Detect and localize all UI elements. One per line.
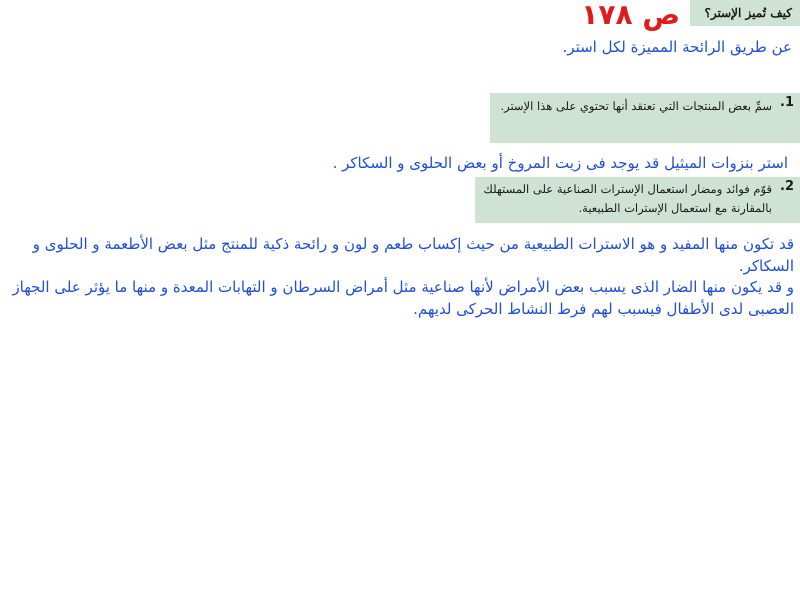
question-title: كيف تُميز الإستر؟ bbox=[704, 6, 792, 20]
page-reference: ص ١٧٨ bbox=[581, 0, 680, 31]
answer-text-0: عن طريق الرائحة المميزة لكل استر. bbox=[562, 38, 792, 56]
question-number-1: 1. bbox=[780, 95, 794, 110]
question-text-1: سمِّ بعض المنتجات التي تعتقد أنها تحتوي على هذا الإستر. bbox=[500, 99, 772, 113]
question-box-2 bbox=[475, 177, 800, 223]
question-title-box bbox=[690, 0, 800, 26]
answer-text-1: استر بنزوات الميثيل قد يوجد فى زيت المروخ أو بعض الحلوى و السكاكر . bbox=[332, 154, 788, 172]
answer-text-3: و قد يكون منها الضار الذى يسبب بعض الأمراض لأنها صناعية مثل أمراض السرطان و التهابات المعدة و منها ما يؤثر على الجهاز العصبى لدى الأطفال فيسبب لهم فرط النشاط الحركى لديهم. bbox=[12, 278, 794, 318]
question-number-2: 2. bbox=[780, 179, 794, 194]
answer-text-2: قد تكون منها المفيد و هو الاسترات الطبيعية من حيث إكساب طعم و لون و رائحة ذكية للمنتج مثل بعض الأطعمة و الحلوى و السكاكر. bbox=[32, 235, 794, 275]
question-box-1 bbox=[490, 93, 800, 143]
question-text-2: قوّم فوائد ومضار استعمال الإسترات الصناعية على المستهلك بالمقارنة مع استعمال الإسترات الطبيعية. bbox=[483, 182, 772, 215]
